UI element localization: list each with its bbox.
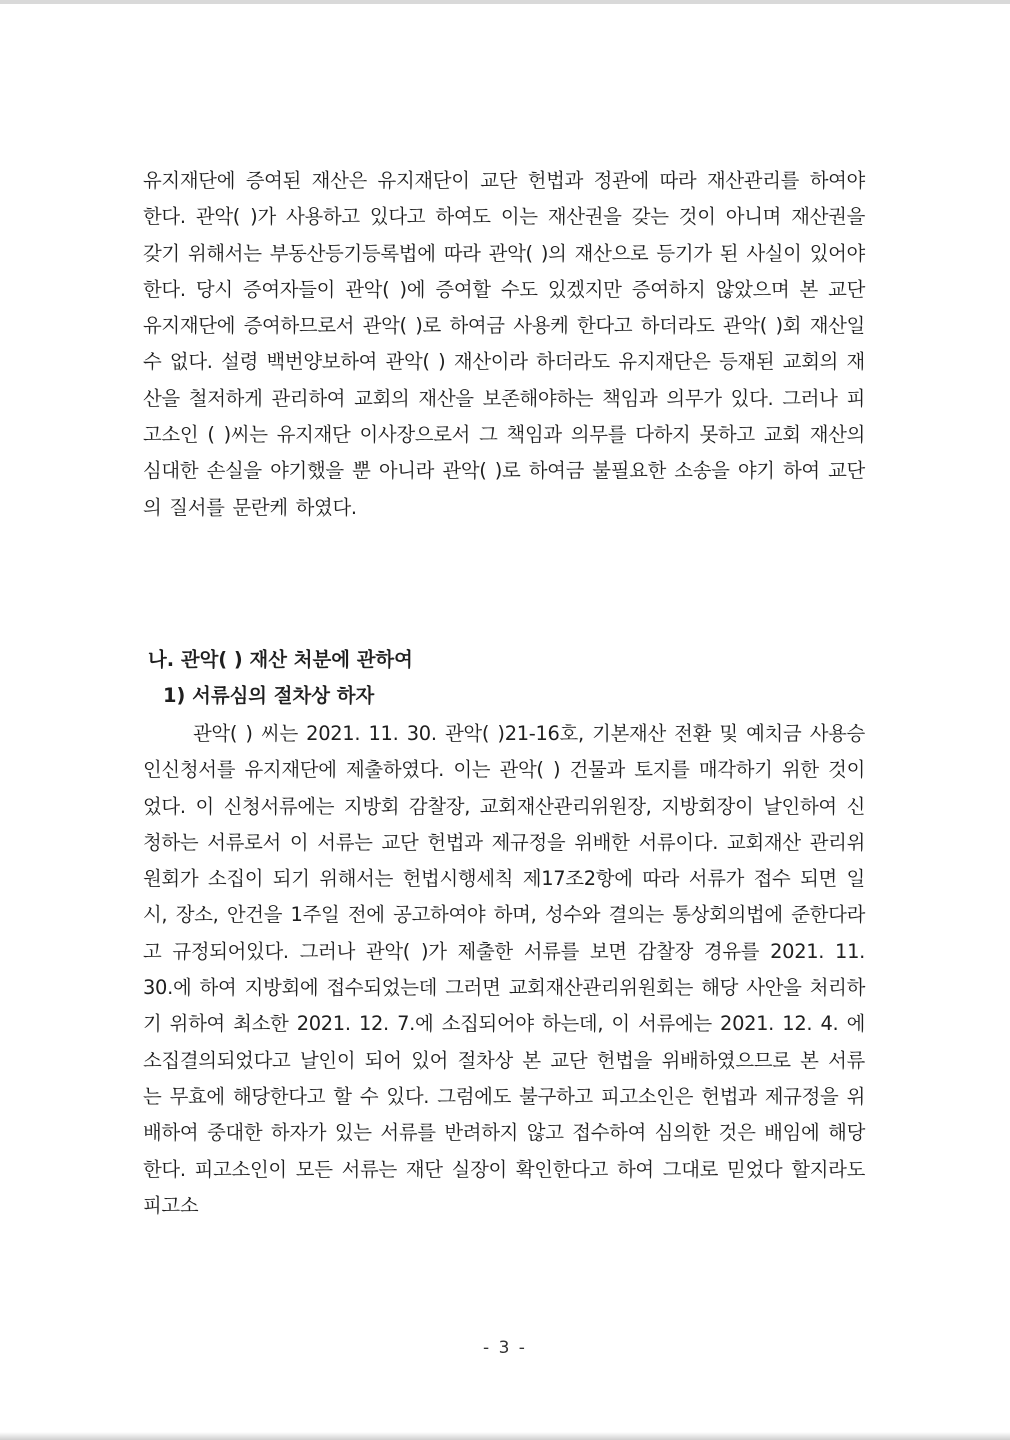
paragraph-property-management: 유지재단에 증여된 재산은 유지재단이 교단 헌법과 정관에 따라 재산관리를 하여야 한다. 관악( )가 사용하고 있다고 하여도 이는 재산권을 갖는 것이 아니며 재산권을 갖기 위해서는 부동산등기등록법에 따라 관악( )의 재산으로 등기가 된 사실이 있어야 한다. 당시 증여자들이 관악( )에 증여할 수도 있겠지만 증여하지 않았으며 본 교단 유지재단에 증여하므로서 관악( )로 하여금 사용케 한다고 하더라도 관악( )회 재산일 수 없다. 설령 백번양보하여 관악( ) 재산이라 하더라도 유지재단은 등재된 교회의 재산을 철저하게 관리하여 교회의 재산을 보존해야하는 책임과 의무가 있다. 그러나 피고소인 ( )씨는 유지재단 이사장으로서 그 책임과 의무를 다하지 못하고 교회 재산의 심대한 손실을 야기했을 뿐 아니라 관악( )로 하여금 불필요한 소송을 야기 하여 교단의 질서를 문란케 하였다. [143,169,865,519]
page-bottom-edge [0,1432,1010,1440]
page-number: - 3 - [483,1338,527,1358]
section-heading: 나. 관악( ) 재산 처분에 관하여 [148,648,413,671]
subsection-heading: 1) 서류심의 절차상 하자 [163,684,375,707]
paragraph-procedural-defect: 관악( ) 씨는 2021. 11. 30. 관악( )21-16호, 기본재산 전환 및 예치금 사용승인신청서를 유지재단에 제출하였다. 이는 관악( ) 건물과 토지를 매각하기 위한 것이었다. 이 신청서류에는 지방회 감찰장, 교회재산관리위원장, 지방회장이 날인하여 신청하는 서류로서 이 서류는 교단 헌법과 제규정을 위배한 서류이다. 교회재산 관리위원회가 소집이 되기 위해서는 헌법시행세칙 제17조2항에 따라 서류가 접수 되면 일시, 장소, 안건을 1주일 전에 공고하여야 하며, 성수와 결의는 통상회의법에 준한다라고 규정되어있다. 그러나 관악( )가 제출한 서류를 보면 감찰장 경유를 2021. 11. 30.에 하여 지방회에 접수되었는데 그러면 교회재산관리위원회는 해당 사안을 처리하기 위하여 최소한 2021. 12. 7.에 소집되어야 하는데, 이 서류에는 2021. 12. 4. 에 소집결의되었다고 날인이 되어 있어 절차상 본 교단 헌법을 위배하였으므로 본 서류는 무효에 해당한다고 할 수 있다. 그럼에도 불구하고 피고소인은 헌법과 제규정을 위배하여 중대한 하자가 있는 서류를 반려하지 않고 접수하여 심의한 것은 배임에 해당한다. 피고소인이 모든 서류는 재단 실장이 확인한다고 하여 그대로 믿었다 할지라도 피고소 [143,722,865,1217]
body-text-block-1 [143,163,865,526]
page-top-edge [0,0,1010,4]
body-text-block-2 [143,716,865,1224]
